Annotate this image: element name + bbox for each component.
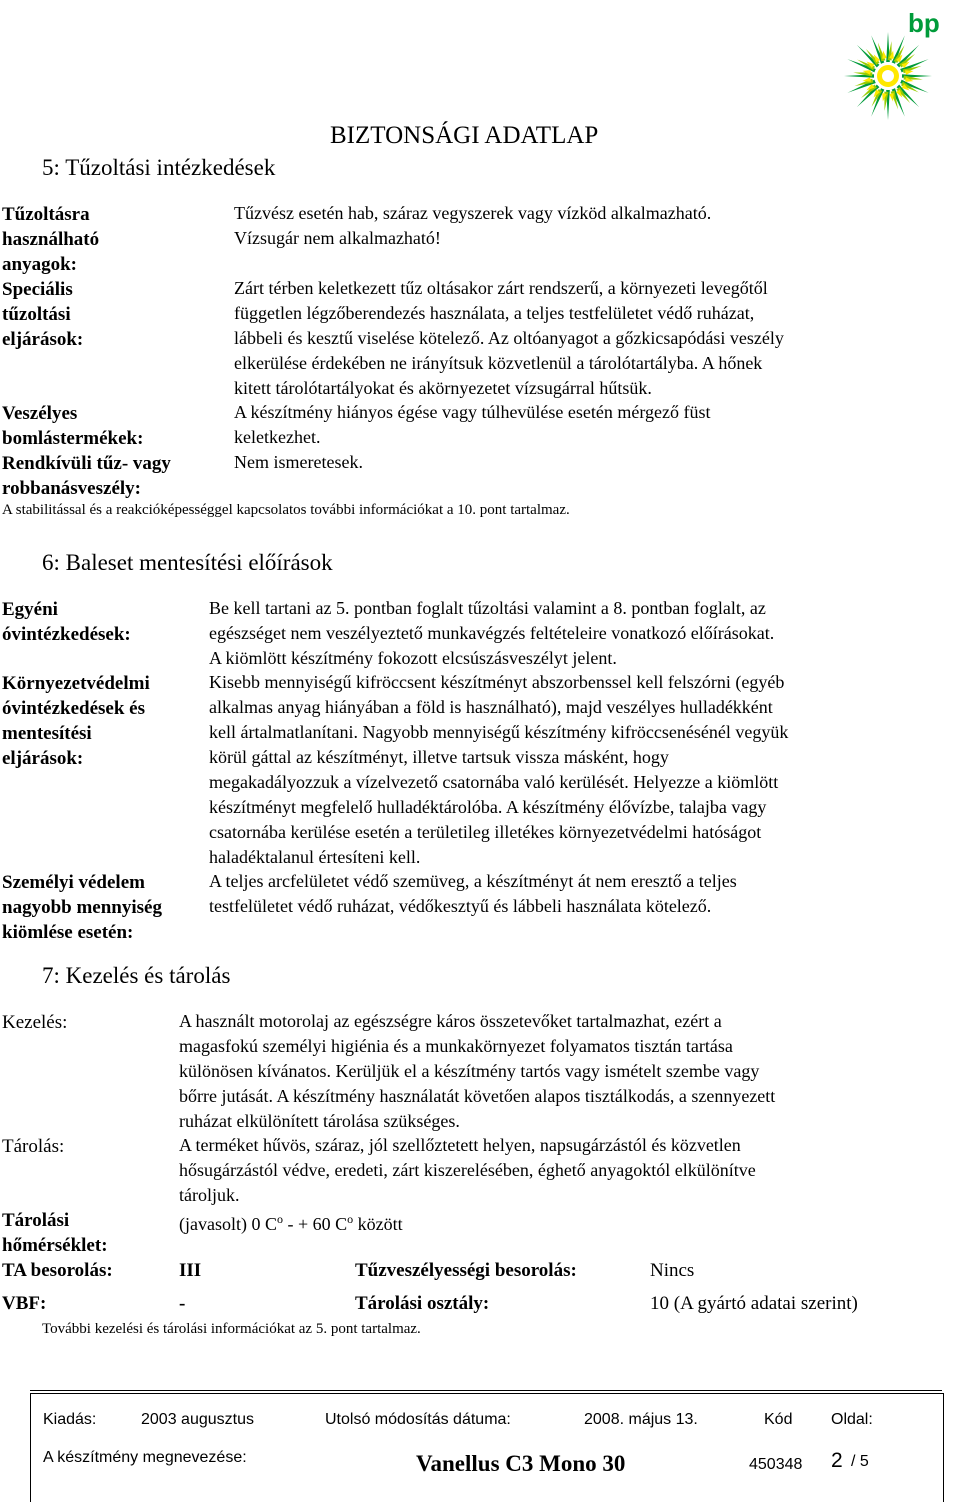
page-current: 2 — [831, 1449, 843, 1472]
code-label: Kód — [764, 1411, 793, 1428]
issue-value: 2003 augusztus — [141, 1411, 254, 1428]
footer-rule — [30, 1390, 942, 1391]
ta-value: III — [179, 1260, 202, 1281]
modified-value: 2008. május 13. — [584, 1411, 698, 1428]
code-value: 450348 — [749, 1456, 803, 1473]
vbf-label: VBF: — [2, 1293, 47, 1314]
s5-label-decomposition: Veszélyes bomlástermékek: — [2, 403, 144, 449]
vbf-value: - — [179, 1293, 186, 1314]
storage-class-label: Tárolási osztály: — [355, 1293, 490, 1314]
s7-label-storage: Tárolás: — [2, 1136, 65, 1157]
section-5-heading: 5: Tűzoltási intézkedések — [42, 155, 276, 180]
helios-icon — [842, 30, 934, 122]
section-6-heading: 6: Baleset mentesítési előírások — [42, 550, 333, 575]
bp-wordmark: bp — [908, 8, 940, 38]
section-7-heading: 7: Kezelés és tárolás — [42, 963, 231, 988]
document-title: BIZTONSÁGI ADATLAP — [330, 122, 599, 149]
product-label: A készítmény megnevezése: — [43, 1449, 247, 1466]
fire-class-value: Nincs — [650, 1260, 695, 1281]
s5-text-special-procedures: Zárt térben keletkezett tűz oltásakor zárt rendszerű, a környezeti levegőtől független légzőberendezés használata, a teljes testfelületet védő ruházat, lábbeli és kesztű viselése kötelező. Az oltóanyagot a gőzkicsapódási veszély elkerülése érdekében ne irányítsuk közvetlenül a tárolótartályba. A hőnek kitett tárolótartályokat és akörnyezetet vízsugárral hűtsük. — [234, 278, 784, 398]
s7-label-handling: Kezelés: — [2, 1012, 68, 1033]
s6-text-environmental: Kisebb mennyiségű kifröccsent készítményt abszorbenssel kell felszórni (egyéb alkalmas anyag hiányában a föld is használható), majd veszélyes hulladékként kell ártalmatlanítani. Nagyobb mennyiségű készítmény kifröccsenésénél vegyük körül gáttal az készítményt, illetve tartsuk vissza másként, hogy megakadályozzuk a vízelvezető csatornába való kerülését. Helyezze a kiömlött készítményt megfelelő hulladéktárolóba. A készítmény élővízbe, talajba vagy csatornába kerülése esetén a területileg illetékes környezetvédelmi hatóságot haladéktalanul értesíteni kell. — [209, 672, 789, 867]
bp-logo — [832, 8, 944, 120]
s7-text-handling: A használt motorolaj az egészségre káros összetevőket tartalmazhat, ezért a magasfokú személyi higiénia és a munkakörnyezet folyamatos tisztán tartása különösen kívánatos. Kerüljük el a készítmény tartós vagy ismételt szembe vagy bőrre jutását. A készítmény használatát követően alapos tisztálkodás, a szennyezett ruházat elkülönített tárolása szükséges. — [179, 1011, 776, 1131]
s6-label-large-spill: Személyi védelem nagyobb mennyiség kiömlése esetén: — [2, 872, 162, 943]
s5-text-explosion-hazard: Nem ismeretesek. — [234, 452, 363, 472]
s7-text-storage-temp: (javasolt) 0 $C^o$ - + 60 $C^o$ között — [179, 1212, 403, 1234]
fire-class-label: Tűzveszélyességi besorolás: — [355, 1260, 577, 1281]
product-name: Vanellus C3 Mono 30 — [416, 1451, 626, 1476]
modified-label: Utolsó módosítás dátuma: — [325, 1411, 511, 1428]
s5-label-explosion-hazard: Rendkívüli tűz- vagy robbanásveszély: — [2, 453, 171, 499]
s5-text-extinguishing-media: Tűzvész esetén hab, száraz vegyszerek vagy vízköd alkalmazható. Vízsugár nem alkalmazható! — [234, 203, 712, 248]
s7-label-storage-temp: Tárolási hőmérséklet: — [2, 1210, 108, 1256]
s7-text-storage: A terméket hűvös, száraz, jól szellőztetett helyen, napsugárzástól és közvetlen hősugárzástól védve, eredeti, zárt kiszerelésében, éghető anyagoktól elkülönítve tároljuk. — [179, 1135, 756, 1205]
issue-label: Kiadás: — [43, 1411, 97, 1428]
s7-note: További kezelési és tárolási információkat az 5. pont tartalmaz. — [42, 1321, 421, 1337]
s6-text-large-spill: A teljes arcfelületet védő szemüveg, a készítményt át nem eresztő a teljes testfelületet védő ruházat, védőkesztyű és lábbeli használata kötelező. — [209, 871, 737, 916]
s5-label-extinguishing-media: Tűzoltásra használható anyagok: — [2, 204, 100, 275]
s5-note: A stabilitással és a reakcióképességgel kapcsolatos további információkat a 10. pont tartalmaz. — [2, 502, 570, 518]
storage-class-value: 10 (A gyártó adatai szerint) — [650, 1293, 858, 1314]
page-label: Oldal: — [831, 1411, 873, 1428]
s6-label-environmental: Környezetvédelmi óvintézkedések és mentesítési eljárások: — [2, 673, 150, 769]
page-total: / 5 — [851, 1453, 869, 1470]
s5-label-special-procedures: Speciális tűzoltási eljárások: — [2, 279, 84, 350]
s6-label-personal: Egyéni óvintézkedések: — [2, 599, 131, 645]
s5-text-decomposition: A készítmény hiányos égése vagy túlhevülése esetén mérgező füst keletkezhet. — [234, 402, 711, 447]
footer — [30, 1393, 944, 1502]
ta-label: TA besorolás: — [2, 1260, 113, 1281]
s6-text-personal: Be kell tartani az 5. pontban foglalt tűzoltási valamint a 8. pontban foglalt, az egészséget nem veszélyeztető munkavégzés feltételeire vonatkozó előírásokat. A kiömlött készítmény fokozott elcsúszásveszélyt jelent. — [209, 598, 775, 668]
